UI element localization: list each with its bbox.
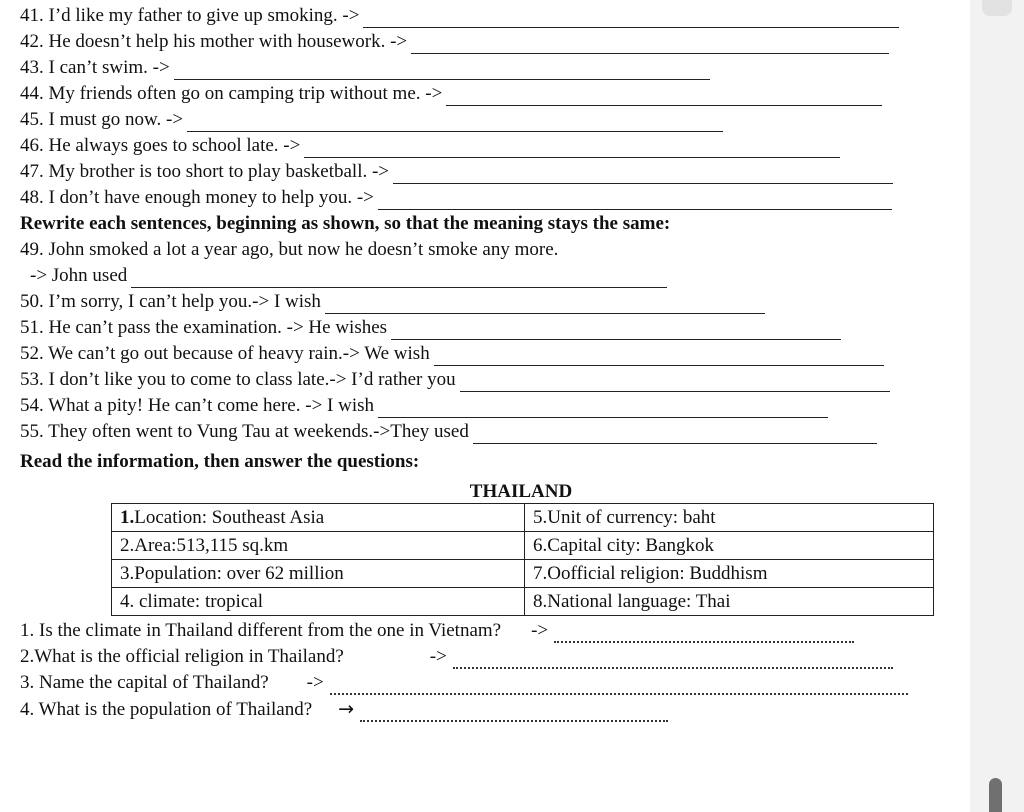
answer-line[interactable] <box>378 397 828 418</box>
table-row <box>112 504 934 532</box>
exercise-51: 51. He can’t pass the examination. -> He wishes <box>20 316 841 340</box>
table-row <box>112 560 934 588</box>
exercise-54: 54. What a pity! He can’t come here. -> I wish <box>20 394 828 418</box>
rewrite-heading: Rewrite each sentences, beginning as shown, so that the meaning stays the same: <box>20 213 671 234</box>
question-4: 4. What is the population of Thailand? → <box>20 697 668 722</box>
arrow-icon: → <box>338 698 355 720</box>
exercise-55: 55. They often went to Vung Tau at weekends.->They used <box>20 420 877 444</box>
answer-line[interactable] <box>360 702 668 722</box>
exercise-48: 48. I don’t have enough money to help you. -> <box>20 186 892 210</box>
answer-line[interactable] <box>363 7 899 28</box>
answer-line[interactable] <box>554 623 854 643</box>
table-cell: 4. climate: tropical <box>112 588 525 616</box>
table-cell: 7.Oofficial religion: Buddhism <box>525 560 934 588</box>
scrollbar-thumb[interactable] <box>989 778 1002 812</box>
table-row <box>112 532 934 560</box>
answer-line[interactable] <box>473 423 877 444</box>
exercise-52: 52. We can’t go out because of heavy rain.-> We wish <box>20 342 884 366</box>
exercise-42: 42. He doesn’t help his mother with housework. -> <box>20 30 889 54</box>
table-cell: 3.Population: over 62 million <box>112 560 525 588</box>
answer-line[interactable] <box>391 319 841 340</box>
answer-line[interactable] <box>460 371 890 392</box>
exercise-47: 47. My brother is too short to play basketball. -> <box>20 160 893 184</box>
answer-line[interactable] <box>453 649 893 669</box>
exercise-50: 50. I’m sorry, I can’t help you.-> I wish <box>20 290 765 314</box>
answer-line[interactable] <box>411 33 889 54</box>
answer-line[interactable] <box>174 59 710 80</box>
exercise-46: 46. He always goes to school late. -> <box>20 134 840 158</box>
thailand-info-table <box>111 503 934 616</box>
answer-line[interactable] <box>131 267 667 288</box>
table-cell: 5.Unit of currency: baht <box>525 504 934 532</box>
scrollbar-track[interactable] <box>970 0 1024 812</box>
answer-line[interactable] <box>434 345 884 366</box>
answer-line[interactable] <box>446 85 882 106</box>
table-cell: 1.Location: Southeast Asia <box>112 504 525 532</box>
table-cell: 8.National language: Thai <box>525 588 934 616</box>
read-heading: Read the information, then answer the questions: <box>20 451 420 472</box>
question-2: 2.What is the official religion in Thailand? -> <box>20 645 893 669</box>
answer-line[interactable] <box>378 189 892 210</box>
table-cell: 6.Capital city: Bangkok <box>525 532 934 560</box>
answer-line[interactable] <box>304 137 840 158</box>
exercise-45: 45. I must go now. -> <box>20 108 723 132</box>
question-1: 1. Is the climate in Thailand different from the one in Vietnam? -> <box>20 619 854 643</box>
exercise-41: 41. I’d like my father to give up smoking. -> <box>20 4 899 28</box>
exercise-53: 53. I don’t like you to come to class late.-> I’d rather you <box>20 368 890 392</box>
answer-line[interactable] <box>330 675 908 695</box>
answer-line[interactable] <box>187 111 723 132</box>
exercise-49-rewrite: -> John used <box>30 264 667 288</box>
table-cell: 2.Area:513,115 sq.km <box>112 532 525 560</box>
exercise-43: 43. I can’t swim. -> <box>20 56 710 80</box>
table-title: THAILAND <box>469 481 573 502</box>
exercise-44: 44. My friends often go on camping trip without me. -> <box>20 82 882 106</box>
table-row <box>112 588 934 616</box>
exercise-49: 49. John smoked a lot a year ago, but now he doesn’t smoke any more. <box>20 239 559 260</box>
question-3: 3. Name the capital of Thailand? -> <box>20 671 908 695</box>
answer-line[interactable] <box>325 293 765 314</box>
scrollbar-top-cap <box>982 0 1012 16</box>
answer-line[interactable] <box>393 163 893 184</box>
